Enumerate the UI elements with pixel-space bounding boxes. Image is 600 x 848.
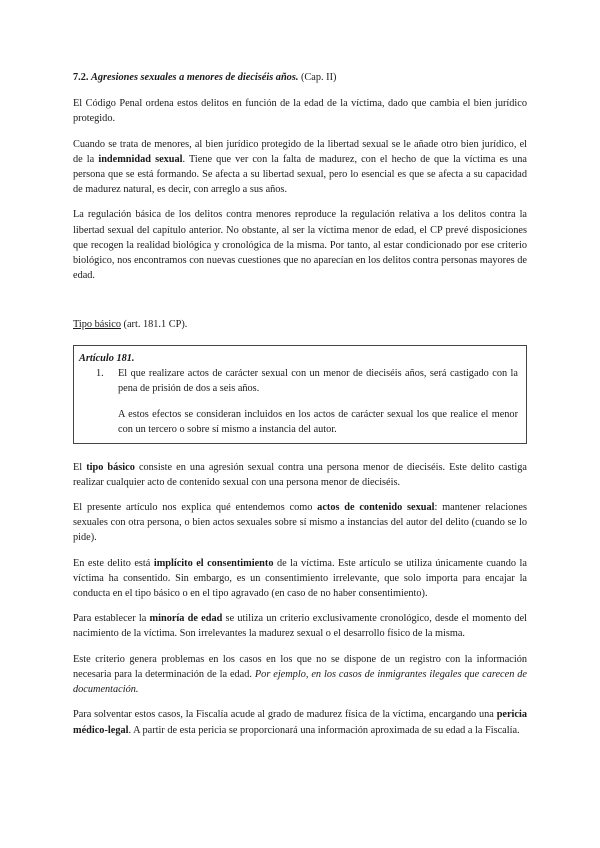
article-title: Artículo 181. <box>79 352 135 364</box>
body-paragraph: En este delito está implícito el consentimiento de la víctima. Este artículo se utiliza únicamente cuando la víctima ha consentido. Sin embargo, es un consentimiento irrelevante, que solo importa para encajar la conducta en el tipo básico o en el tipo agravado (en caso de no haber consentimiento). <box>73 557 527 600</box>
section-chapter: (Cap. II) <box>300 72 337 83</box>
example-text: Por ejemplo, en los casos de inmigrantes ilegales que carecen de documentación. <box>73 668 527 696</box>
subheading <box>73 317 527 332</box>
article-item-text-2: A estos efectos se consideran incluidos en los actos de carácter sexual los que realice el menor con un tercero o sobre sí mismo a instancia del autor. <box>118 409 518 436</box>
body-paragraph: Para establecer la minoría de edad se utiliza un criterio exclusivamente cronológico, desde el momento del nacimiento de la víctima. Son irrelevantes la madurez sexual o el desarrollo físico de la misma. <box>73 613 527 640</box>
subheading-ref: (art. 181.1 CP). <box>120 319 188 331</box>
subheading-label: Tipo básico <box>73 319 121 331</box>
key-term: implícito el consentimiento <box>153 557 274 569</box>
key-term: tipo básico <box>86 461 135 473</box>
intro-paragraph: La regulación básica de los delitos contra menores reproduce la regulación relativa a los delitos contra la libertad sexual del capítulo anterior. No obstante, al ser la víctima menor de edad, el CP prevé disposiciones que recogen la realidad biológica y cronológica de la misma. Por tanto, al estar condicionado por ese criterio biológico, nos encontramos con nuevas cuestiones que no aparecían en los delitos contra personas mayores de edad. <box>73 209 527 282</box>
section-number: 7.2. <box>73 72 89 83</box>
key-term: indemnidad sexual <box>98 153 183 165</box>
document-page <box>73 70 527 738</box>
intro-paragraph: El Código Penal ordena estos delitos en función de la edad de la víctima, dado que cambia el bien jurídico protegido. <box>73 98 527 125</box>
key-term: pericia médico-legal <box>73 709 527 736</box>
section-title: Agresiones sexuales a menores de dieciséis años. <box>91 72 299 83</box>
key-term: minoría de edad <box>149 613 223 625</box>
article-item-text: El que realizare actos de carácter sexual con un menor de dieciséis años, será castigado con la pena de prisión de dos a seis años. <box>118 367 518 395</box>
article-item-number: 1. <box>96 367 104 379</box>
body-paragraph: El presente artículo nos explica qué entendemos como actos de contenido sexual: mantener relaciones sexuales con otra persona, o bien actos sexuales sobre sí mismo a instancias del autor del delito (cuando se lo pide). <box>73 502 527 544</box>
body-paragraph: El tipo básico consiste en una agresión sexual contra una persona menor de dieciséis. Este delito castiga realizar cualquier acto de contenido sexual con una persona menor de dieciséis. <box>73 461 527 488</box>
body-paragraph: Este criterio genera problemas en los casos en los que no se dispone de un registro con la información necesaria para la determinación de la edad. Por ejemplo, en los casos de inmigrantes ilegales que carecen de documentación. <box>73 653 527 696</box>
article-item <box>79 366 518 438</box>
section-heading <box>73 70 527 85</box>
body-paragraph: Para solventar estos casos, la Fiscalía acude al grado de madurez física de la víctima, encargando una pericia médico-legal. A partir de esta pericia se proporcionará una información aproximada de su edad a la Fiscalía. <box>73 709 527 736</box>
article-box <box>73 345 527 444</box>
intro-paragraph: Cuando se trata de menores, al bien jurídico protegido de la libertad sexual se le añade otro bien jurídico, el de la indemnidad sexual. Tiene que ver con la falta de madurez, con el hecho de que la víctima es una persona que se está formando. Se afecta a su libertad sexual, pero lo esencial es que se afecta a su capacidad de madurez natural, es decir, con arreglo a sus años. <box>73 138 527 196</box>
key-term: actos de contenido sexual <box>317 502 435 514</box>
